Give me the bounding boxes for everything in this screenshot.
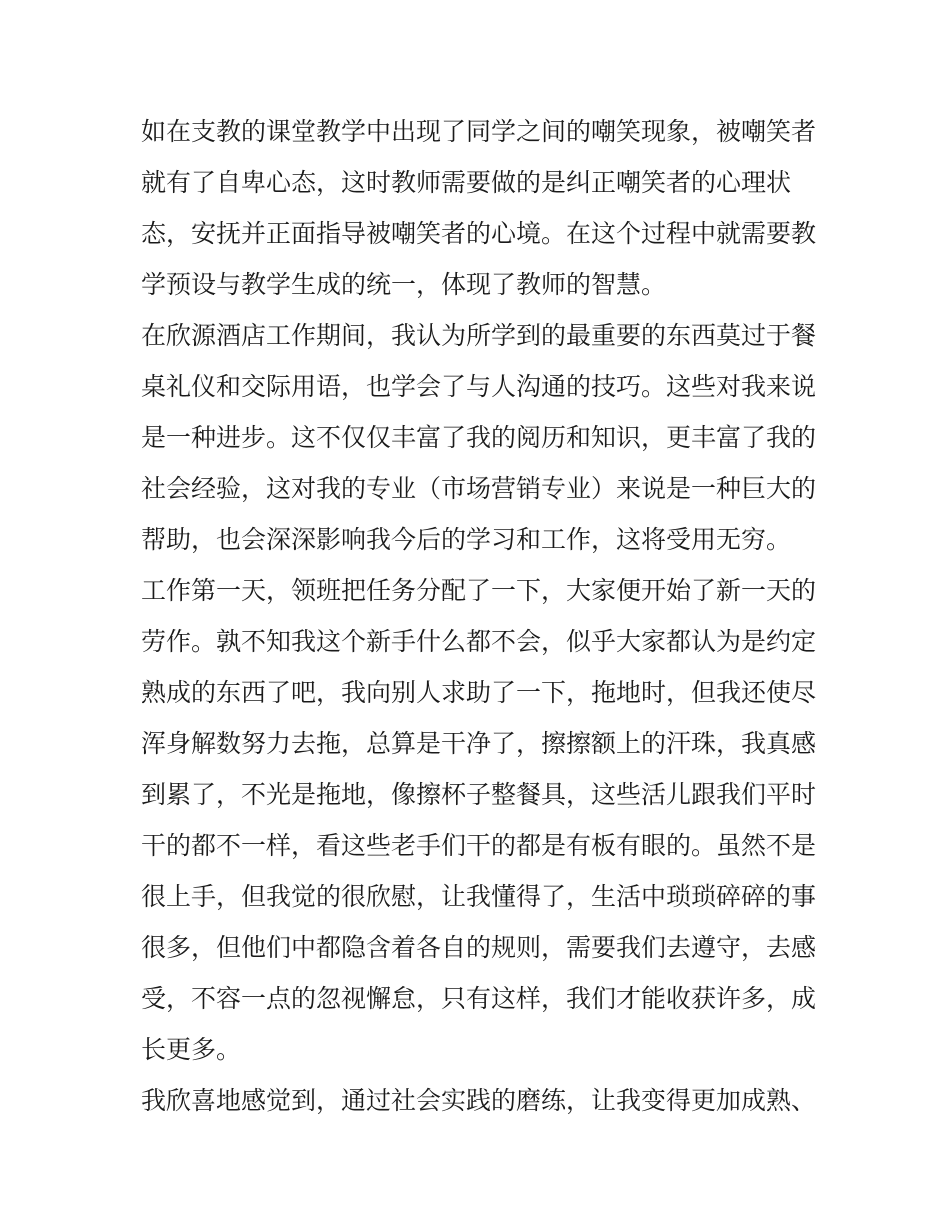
text-line: 桌礼仪和交际用语，也学会了与人沟通的技巧。这些对我来说 (141, 372, 817, 401)
text-line: 工作第一天，领班把任务分配了一下，大家便开始了新一天的 (141, 576, 817, 605)
text-line: 劳作。孰不知我这个新手什么都不会，似乎大家都认为是约定 (141, 627, 817, 656)
text-line: 我欣喜地感觉到，通过社会实践的磨练，让我变得更加成熟、 (141, 1086, 817, 1115)
text-line: 受，不容一点的忽视懈怠，只有这样，我们才能收获许多，成 (141, 984, 817, 1013)
document-body (141, 106, 817, 1126)
text-line: 帮助，也会深深影响我今后的学习和工作，这将受用无穷。 (141, 525, 792, 554)
text-line: 态，安抚并正面指导被嘲笑者的心境。在这个过程中就需要教 (141, 219, 817, 248)
text-line: 长更多。 (141, 1035, 242, 1064)
paragraph-conclusion (141, 1075, 817, 1126)
paragraph-first-day (141, 565, 817, 1075)
text-line: 是一种进步。这不仅仅丰富了我的阅历和知识，更丰富了我的 (141, 423, 817, 452)
text-line: 就有了自卑心态，这时教师需要做的是纠正嘲笑者的心理状 (141, 168, 792, 197)
text-line: 熟成的东西了吧，我向别人求助了一下，拖地时，但我还使尽 (141, 678, 817, 707)
text-line: 很上手，但我觉的很欣慰，让我懂得了，生活中琐琐碎碎的事 (141, 882, 817, 911)
text-line: 如在支教的课堂教学中出现了同学之间的嘲笑现象，被嘲笑者 (141, 117, 817, 146)
paragraph-hotel (141, 310, 817, 565)
text-line: 社会经验，这对我的专业（市场营销专业）来说是一种巨大的 (141, 474, 817, 503)
text-line: 学预设与教学生成的统一，体现了教师的智慧。 (141, 270, 667, 299)
text-line: 到累了，不光是拖地，像擦杯子整餐具，这些活儿跟我们平时 (141, 780, 817, 809)
paragraph-teaching (141, 106, 817, 310)
text-line: 干的都不一样，看这些老手们干的都是有板有眼的。虽然不是 (141, 831, 817, 860)
text-line: 在欣源酒店工作期间，我认为所学到的最重要的东西莫过于餐 (141, 321, 817, 350)
text-line: 浑身解数努力去拖，总算是干净了，擦擦额上的汗珠，我真感 (141, 729, 817, 758)
text-line: 很多，但他们中都隐含着各自的规则，需要我们去遵守，去感 (141, 933, 817, 962)
